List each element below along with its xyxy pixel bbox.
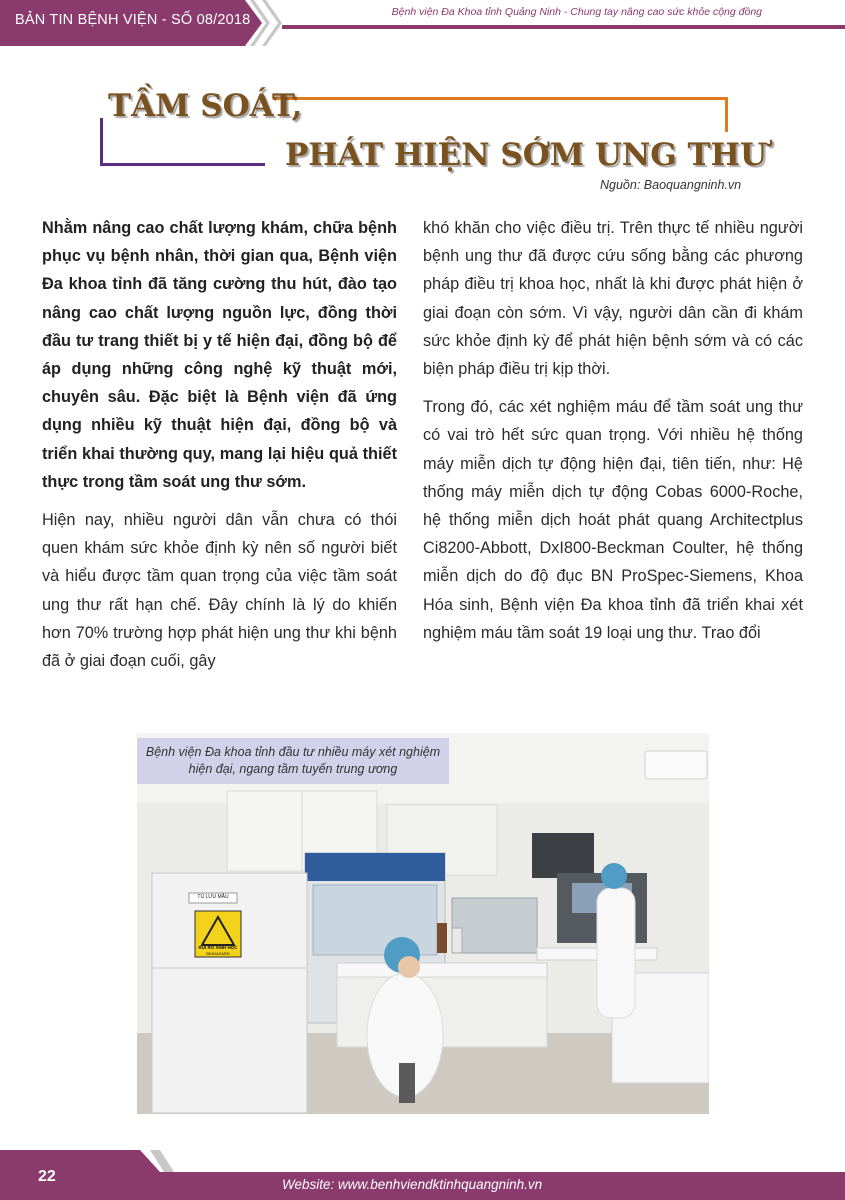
footer-chevron-icon (0, 1150, 175, 1172)
newsletter-issue: BẢN TIN BỆNH VIỆN - SỐ 08/2018 (15, 12, 251, 28)
biohazard-label: RỦI RO SINH HỌC (198, 945, 238, 950)
article-lead: Nhằm nâng cao chất lượng khám, chữa bệnh phục vụ bệnh nhân, thời gian qua, Bệnh viện Đa khoa tỉnh đã tăng cường thu hút, đào tạo nâng cao chất lượng nguồn lực, đồng thời đầu tư trang thiết bị y tế hiện đại, đồng bộ để áp dụng những công nghệ kỹ thuật mới, chuyên sâu. Đặc biệt là Bệnh viện đã ứng dụng nhiều kỹ thuật hiện đại, đồng bộ và triển khai thường quy, mang lại hiệu quả thiết thực trong tầm soát ung thư sớm. (42, 219, 397, 491)
article-paragraph: Hiện nay, nhiều người dân vẫn chưa có thói quen khám sức khỏe định kỳ nên số người biết và hiểu được tầm quan trọng của việc tầm soát ung thư rất hạn chế. Đây chính là lý do khiến hơn 70% trường hợp phát hiện ung thư khi bệnh đã ở giai đoạn cuối, gây (42, 511, 397, 671)
page-header (0, 0, 845, 50)
header-rule (282, 25, 845, 29)
photo-caption: Bệnh viện Đa khoa tỉnh đầu tư nhiều máy xét nghiệm hiện đại, ngang tầm tuyến trung ương (137, 738, 449, 784)
article-source: Nguồn: Baoquangninh.vn (600, 178, 742, 192)
title-accent-line (273, 97, 728, 100)
footer-website: Website: www.benhviendktinhquangninh.vn (282, 1177, 543, 1192)
hospital-tagline: Bệnh viện Đa Khoa tỉnh Quảng Ninh - Chung tay nâng cao sức khỏe cộng đồng (391, 6, 762, 18)
lab-photo (137, 733, 709, 1114)
article-column-left (42, 214, 397, 685)
article-paragraph: Trong đó, các xét nghiệm máu để tầm soát ung thư có vai trò hết sức quan trọng. Với nhiều hệ thống máy miễn dịch tự động hiện đại, tiên tiến, như: Hệ thống máy miễn dịch tự động Cobas 6000-Roche, hệ thống miễn dịch hoát phát quang Architectplus Ci8200-Abbott, DxI800-Beckman Coulter, hệ thống miễn dịch do độ đục BN ProSpec-Siemens, Khoa Hóa sinh, Bệnh viện Đa khoa tỉnh đã triển khai xét nghiệm máu tầm soát 19 loại ung thư. Trao đổi (423, 398, 803, 642)
lab-illustration (137, 733, 709, 1114)
article-column-right (423, 214, 803, 657)
title-accent-line (100, 163, 265, 166)
article-title-line2: PHÁT HIỆN SỚM UNG THƯ (285, 137, 767, 173)
page-footer (0, 1150, 845, 1200)
title-accent-line (100, 118, 103, 166)
title-accent-line (725, 97, 728, 132)
page-number: 22 (38, 1168, 56, 1185)
biohazard-sublabel: BIOHAZARD (206, 951, 230, 956)
fridge-label: TỦ LƯU MẪU (197, 894, 229, 900)
header-chevron-icon (262, 0, 282, 46)
article-paragraph: khó khăn cho việc điều trị. Trên thực tế nhiều người bệnh ung thư đã được cứu sống bằng các phương pháp điều trị khoa học, nhất là khi được phát hiện ở giai đoạn còn sớm. Vì vậy, người dân cần đi khám sức khỏe định kỳ để phát hiện bệnh sớm và có các biện pháp điều trị kịp thời. (423, 219, 803, 379)
article-title-line1: TẦM SOÁT, (108, 88, 303, 124)
